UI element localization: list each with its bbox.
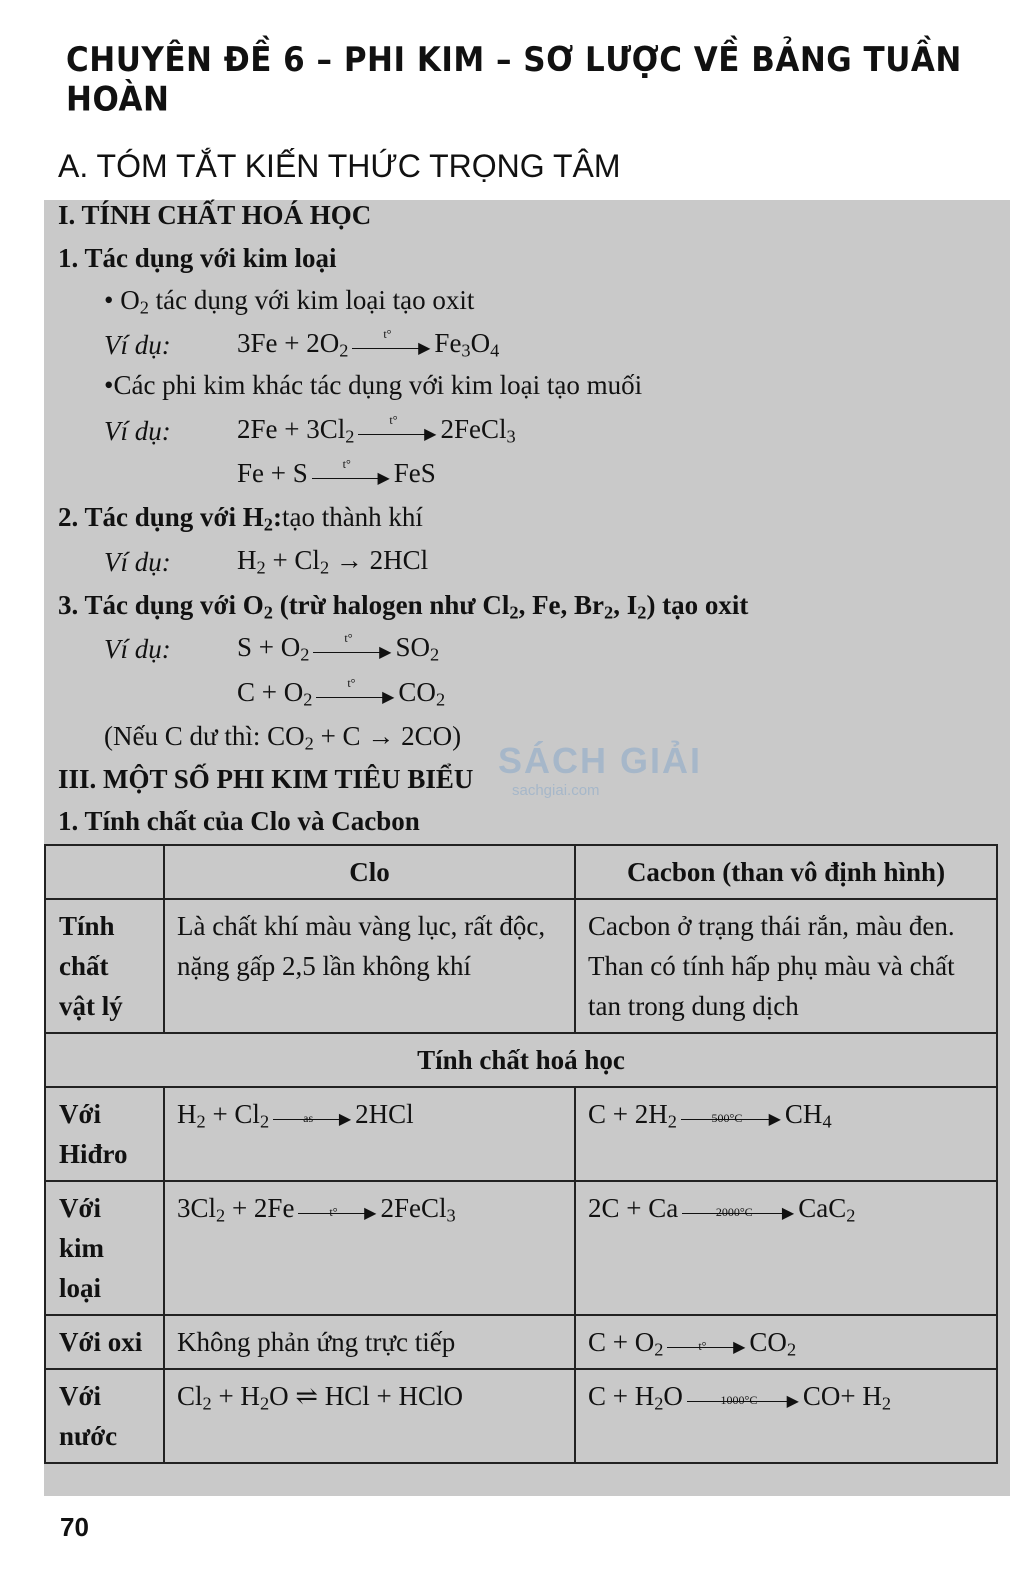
row-label-water: Với nước: [45, 1369, 164, 1463]
eq-s-o2: $S + O_2$ t° ▶ $SO_2$: [237, 630, 440, 665]
arrow-icon: 1000°C ▶: [687, 1389, 799, 1409]
example-label: Ví dụ:: [104, 330, 171, 360]
eq-h2-cl2: $H_2 + Cl_2 \to 2HCl$: [237, 545, 429, 578]
arrow-icon: t° ▶: [298, 1201, 376, 1221]
watermark-logo: SÁCH GIẢI: [498, 740, 703, 781]
row-label-oxy: Với oxi: [45, 1315, 164, 1369]
water-clo: $Cl_2 + H_2O$ ⇌ HCl + HClO: [164, 1369, 575, 1463]
row-label-metal: Với kim loại: [45, 1181, 164, 1315]
watermark: [498, 740, 702, 799]
comparison-table: [44, 844, 998, 1464]
physical-clo: Là chất khí màu vàng lục, rất độc, nặng gấp 2,5 lần không khí: [164, 899, 575, 1033]
part1-heading: I. TÍNH CHẤT HOÁ HỌC: [58, 200, 372, 230]
arrow-icon: as ▶: [273, 1107, 351, 1127]
arrow-icon: t° ▶: [316, 685, 394, 705]
metal-clo: $3Cl_2 + 2Fe$ t° ▶ 2FeCl$_3$: [164, 1181, 575, 1315]
oxy-clo: Không phản ứng trực tiếp: [164, 1315, 575, 1369]
table-row: [45, 1315, 997, 1369]
section-a-heading: A. TÓM TẮT KIẾN THỨC TRỌNG TÂM: [58, 148, 621, 184]
metal-cacbon: 2C + Ca 2000°C ▶ CaC$_2$: [575, 1181, 997, 1315]
table-row: [45, 899, 997, 1033]
hydro-clo: $H_2 + Cl_2$ as ▶ 2HCl: [164, 1087, 575, 1181]
bullet-other-nonmetals: •Các phi kim khác tác dụng với kim loại tạo muối: [104, 370, 643, 400]
oxy-cacbon: $C + O_2$ t° ▶ $CO_2$: [575, 1315, 997, 1369]
part3-sub1-heading: 1. Tính chất của Clo và Cacbon: [58, 806, 420, 836]
water-cacbon: $C + H_2O$ 1000°C ▶ $CO+ H_2$: [575, 1369, 997, 1463]
arrow-icon: t° ▶: [358, 422, 436, 442]
table-row: [45, 1181, 997, 1315]
physical-cacbon: Cacbon ở trạng thái rắn, màu đen. Than có tính hấp phụ màu và chất tan trong dung dịch: [575, 899, 997, 1033]
chapter-title: CHUYÊN ĐỀ 6 – PHI KIM – SƠ LƯỢC VỀ BẢNG TUẦN HOÀN: [66, 40, 962, 120]
example-label: Ví dụ:: [104, 547, 171, 577]
chemical-properties-header: Tính chất hoá học: [45, 1033, 997, 1087]
note-excess-carbon: (Nếu C dư thì: $CO_2 + C \to 2CO$): [104, 721, 462, 754]
sub3-heading: 3. Tác dụng với $O_2$ (trừ halogen như $Cl_2$, Fe, $Br_2$, $I_2$) tạo oxit: [58, 590, 749, 623]
example-label: Ví dụ:: [104, 416, 171, 446]
table-row: [45, 1033, 997, 1087]
example-label: Ví dụ:: [104, 634, 171, 664]
arrow-icon: 2000°C ▶: [682, 1201, 794, 1221]
eq-fe-o2: $3Fe + 2O_2$ t° ▶ $Fe_3O_4$: [237, 326, 500, 361]
arrow-icon: t° ▶: [667, 1335, 745, 1355]
hydro-cacbon: $C + 2H_2$ 500°C ▶ $CH_4$: [575, 1087, 997, 1181]
watermark-site: sachgiai.com: [512, 782, 600, 799]
part3-heading: III. MỘT SỐ PHI KIM TIÊU BIỂU: [58, 764, 474, 794]
header-cacbon: Cacbon (than vô định hình): [575, 845, 997, 899]
table-row: [45, 1087, 997, 1181]
arrow-icon: 500°C ▶: [681, 1107, 781, 1127]
row-label-hydro: Với Hiđro: [45, 1087, 164, 1181]
bullet-o2-metal: • $O_2$ tác dụng với kim loại tạo oxit: [104, 285, 475, 318]
sub2-heading: 2. Tác dụng với $H_2:tạo$ thành khí: [58, 502, 423, 535]
row-label-physical: Tính chất vật lý: [45, 899, 164, 1033]
eq-fe-s: Fe + S t° ▶ FeS: [237, 456, 436, 488]
page-number: 70: [60, 1512, 89, 1542]
bullet1-text: tác dụng với kim loại tạo oxit: [148, 285, 475, 315]
table-header-row: [45, 845, 997, 899]
sub1-heading: 1. Tác dụng với kim loại: [58, 243, 337, 273]
table-row: [45, 1369, 997, 1463]
arrow-icon: t° ▶: [352, 336, 430, 356]
eq-fe-cl2: $2Fe + 3Cl_2$ t° ▶ 2FeCl$_3$: [237, 412, 516, 447]
eq-c-o2: $C + O_2$ t° ▶ $CO_2$: [237, 675, 446, 710]
header-clo: Clo: [164, 845, 575, 899]
arrow-icon: t° ▶: [312, 466, 390, 486]
arrow-icon: t° ▶: [313, 640, 391, 660]
